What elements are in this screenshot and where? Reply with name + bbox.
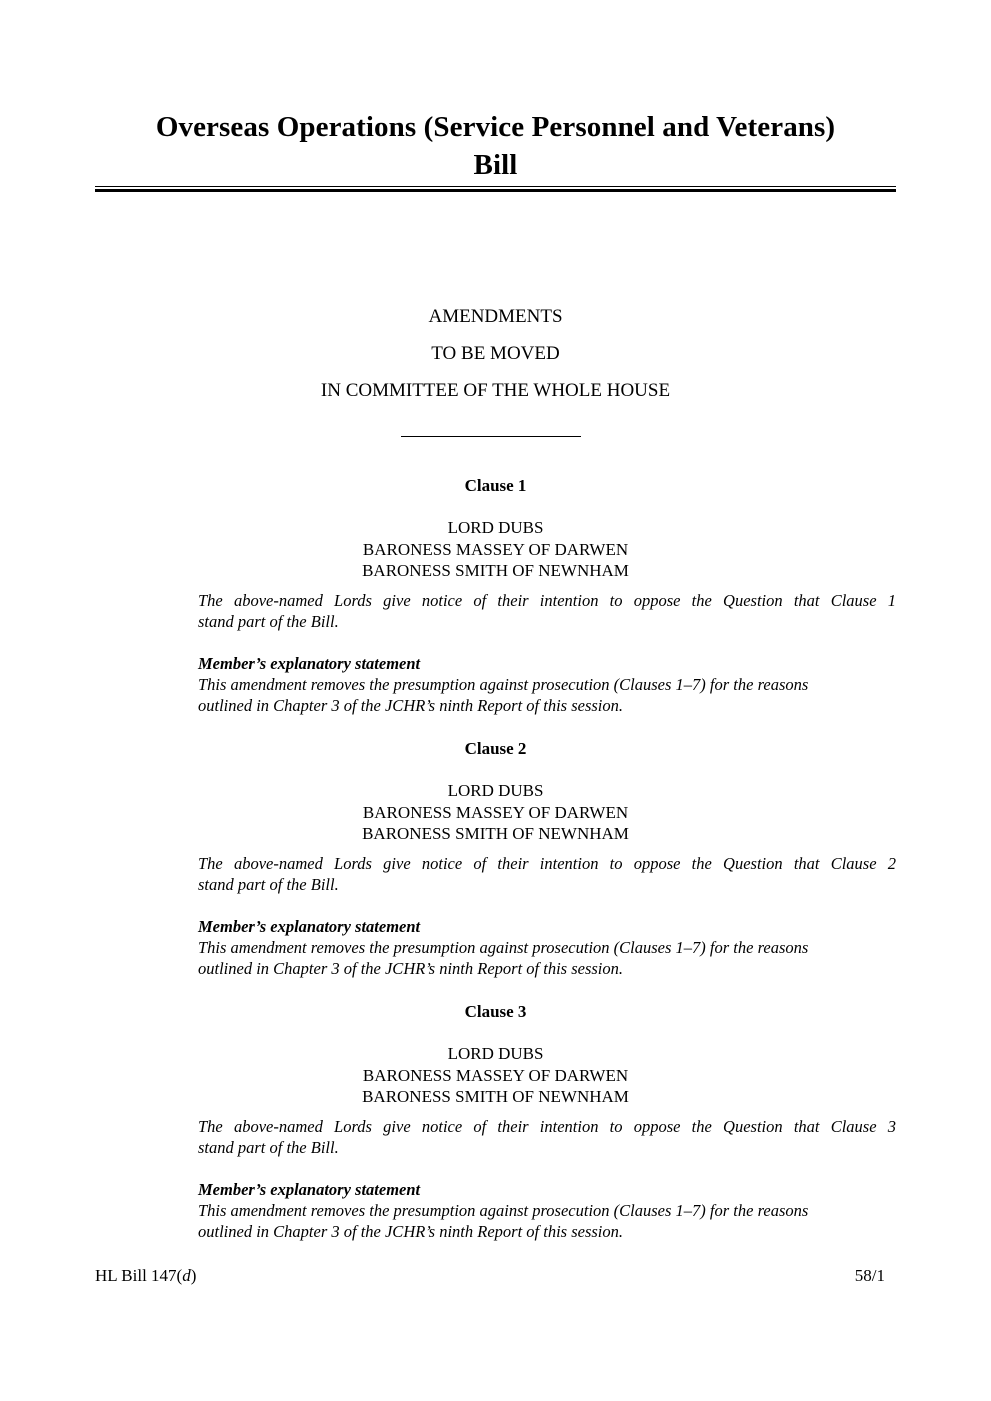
clause-1-title: Clause 1 (464, 476, 527, 495)
clause-1-names (95, 517, 896, 582)
clause-2-statement-heading: Member’s explanatory statement (198, 917, 421, 936)
page-reference: 58/1 (854, 1266, 885, 1285)
member-name: BARONESS SMITH OF NEWNHAM (362, 824, 629, 843)
heading-committee: IN COMMITTEE OF THE WHOLE HOUSE (320, 380, 671, 401)
notice-line-1: The above-named Lords give notice of their intention to oppose the Question that Clause 2 (198, 854, 896, 873)
statement-line-2: outlined in Chapter 3 of the JCHR’s ninth Report of this session. (198, 696, 624, 715)
notice-line-2: stand part of the Bill. (198, 875, 339, 894)
statement-line-2: outlined in Chapter 3 of the JCHR’s ninth Report of this session. (198, 959, 624, 978)
clause-1-notice (198, 590, 896, 632)
member-name: BARONESS MASSEY OF DARWEN (362, 539, 629, 559)
member-name: LORD DUBS (447, 1044, 544, 1063)
clause-3-title: Clause 3 (464, 1002, 527, 1021)
bill-ref-prefix: HL Bill 147( (95, 1266, 183, 1285)
bill-ref-suffix: ) (190, 1266, 197, 1285)
notice-line-1: The above-named Lords give notice of their intention to oppose the Question that Clause 1 (198, 591, 896, 610)
clause-3-statement-heading: Member’s explanatory statement (198, 1180, 421, 1199)
clause-2-title: Clause 2 (464, 739, 527, 758)
heading-to-be-moved: TO BE MOVED (431, 343, 560, 364)
title-rule-thick (95, 189, 896, 192)
bill-title-line-2: Bill (473, 149, 518, 181)
clause-2-names (95, 780, 896, 845)
notice-line-2: stand part of the Bill. (198, 1138, 339, 1157)
clause-1-statement-heading: Member’s explanatory statement (198, 654, 421, 673)
bill-title (95, 108, 896, 184)
statement-line-1: This amendment removes the presumption against prosecution (Clauses 1–7) for the reasons (198, 1201, 809, 1220)
member-name: LORD DUBS (447, 781, 544, 800)
member-name: BARONESS SMITH OF NEWNHAM (362, 561, 629, 580)
clause-3-names (95, 1043, 896, 1108)
title-rule-thin (95, 186, 896, 187)
statement-line-2: outlined in Chapter 3 of the JCHR’s ninth Report of this session. (198, 1222, 624, 1241)
section-divider (401, 436, 581, 437)
notice-line-1: The above-named Lords give notice of their intention to oppose the Question that Clause 3 (198, 1117, 896, 1136)
bill-reference (95, 1265, 196, 1287)
statement-line-1: This amendment removes the presumption against prosecution (Clauses 1–7) for the reasons (198, 675, 809, 694)
heading-amendments: AMENDMENTS (428, 306, 563, 327)
member-name: BARONESS MASSEY OF DARWEN (362, 1065, 629, 1085)
bill-title-line-1: Overseas Operations (Service Personnel and Veterans) (155, 111, 836, 143)
clause-2-statement (198, 937, 896, 979)
notice-line-2: stand part of the Bill. (198, 612, 339, 631)
clause-3-statement (198, 1200, 896, 1242)
statement-line-1: This amendment removes the presumption against prosecution (Clauses 1–7) for the reasons (198, 938, 809, 957)
clause-2-notice (198, 853, 896, 895)
member-name: LORD DUBS (447, 518, 544, 537)
bill-ref-letter: d (182, 1266, 191, 1285)
clause-3-notice (198, 1116, 896, 1158)
member-name: BARONESS MASSEY OF DARWEN (362, 802, 629, 822)
clause-1-statement (198, 674, 896, 716)
member-name: BARONESS SMITH OF NEWNHAM (362, 1087, 629, 1106)
